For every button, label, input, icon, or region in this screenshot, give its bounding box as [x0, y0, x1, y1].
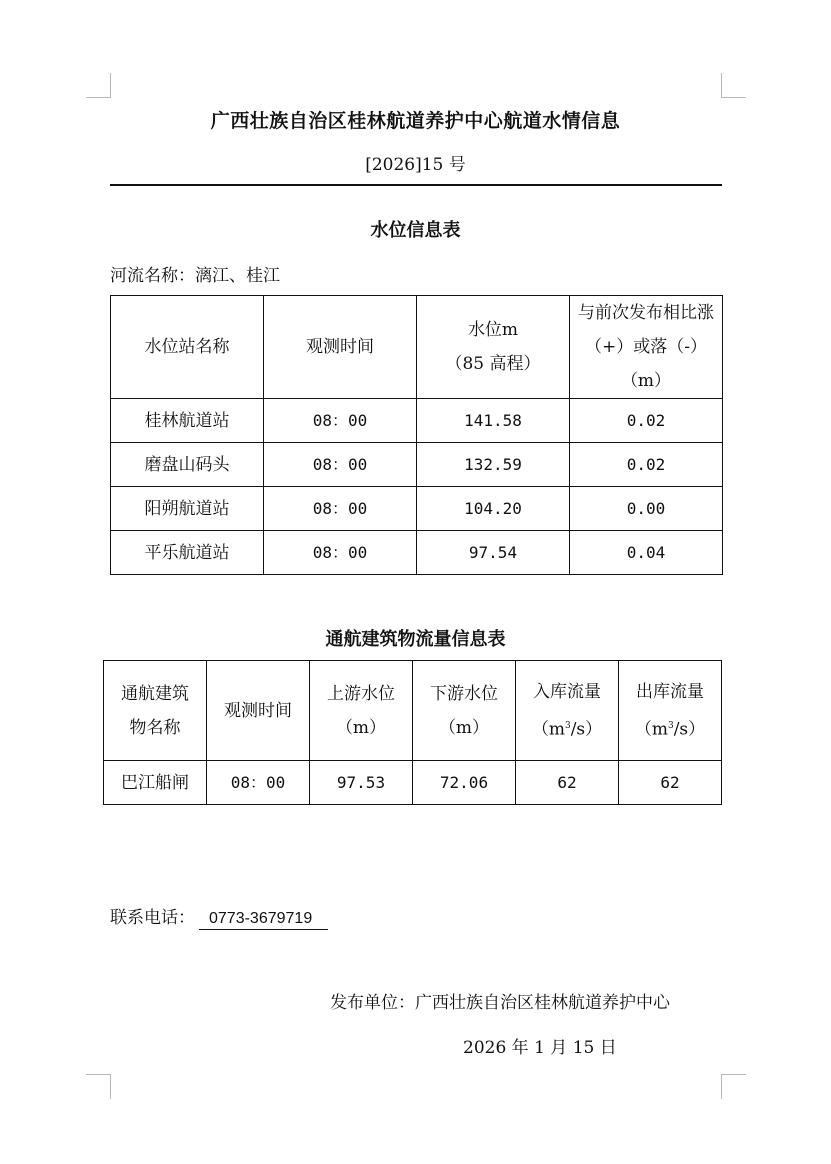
observation-time: 08：00: [207, 761, 310, 805]
station-name: 阳朔航道站: [111, 487, 264, 531]
flow-table-title: 通航建筑物流量信息表: [325, 629, 506, 650]
crop-mark-bottom-right-v: [721, 1074, 722, 1099]
crop-mark-top-right-v: [721, 73, 722, 98]
upstream-level: 97.53: [310, 761, 413, 805]
table-row: [111, 531, 723, 575]
crop-mark-top-right-h: [721, 97, 746, 98]
structure-name: 巴江船闸: [104, 761, 207, 805]
crop-mark-bottom-right-h: [721, 1074, 746, 1075]
header-inflow: 入库流量 $(m^3/s)$: [516, 661, 619, 761]
level-change: 0.02: [570, 443, 723, 487]
header-time: 观测时间: [264, 296, 417, 399]
header-downstream: 下游水位 （m）: [413, 661, 516, 761]
table-row: [111, 487, 723, 531]
document-title: 广西壮族自治区桂林航道养护中心航道水情信息: [210, 110, 621, 132]
downstream-level: 72.06: [413, 761, 516, 805]
station-name: 平乐航道站: [111, 531, 264, 575]
document-number: [2026]15 号: [365, 155, 466, 175]
contact-line: [110, 903, 328, 930]
crop-mark-bottom-left-h: [86, 1074, 111, 1075]
water-level: 104.20: [417, 487, 570, 531]
header-divider: [110, 184, 722, 186]
inflow: 62: [516, 761, 619, 805]
header-station: 水位站名称: [111, 296, 264, 399]
water-level-table-title: 水位信息表: [370, 220, 461, 241]
level-change: 0.02: [570, 399, 723, 443]
header-upstream: 上游水位 （m）: [310, 661, 413, 761]
table-row: [111, 443, 723, 487]
crop-mark-top-left-v: [110, 73, 111, 98]
level-change: 0.00: [570, 487, 723, 531]
table-header-row: [111, 296, 723, 399]
observation-time: 08：00: [264, 443, 417, 487]
table-row: [104, 761, 722, 805]
crop-mark-bottom-left-v: [110, 1074, 111, 1099]
outflow: 62: [619, 761, 722, 805]
flow-table: [103, 660, 722, 805]
observation-time: 08：00: [264, 531, 417, 575]
observation-time: 08：00: [264, 487, 417, 531]
header-outflow: 出库流量 $(m^3/s)$: [619, 661, 722, 761]
table-row: [111, 399, 723, 443]
contact-label: 联系电话：: [110, 908, 195, 928]
header-change: 与前次发布相比涨 （+）或落（-）（m）: [570, 296, 723, 399]
water-level: 97.54: [417, 531, 570, 575]
water-level-table: [110, 295, 723, 575]
level-change: 0.04: [570, 531, 723, 575]
crop-mark-top-left-h: [86, 97, 111, 98]
header-level: 水位m （85 高程）: [417, 296, 570, 399]
table-header-row: [104, 661, 722, 761]
station-name: 桂林航道站: [111, 399, 264, 443]
header-time: 观测时间: [207, 661, 310, 761]
station-name: 磨盘山码头: [111, 443, 264, 487]
header-structure-name: 通航建筑 物名称: [104, 661, 207, 761]
river-name-label: 河流名称：漓江、桂江: [110, 266, 280, 286]
issue-date: 2026 年 1 月 15 日: [463, 1038, 617, 1058]
issuer: 发布单位：广西壮族自治区桂林航道养护中心: [330, 993, 670, 1013]
water-level: 141.58: [417, 399, 570, 443]
contact-phone: 0773-3679719: [199, 909, 328, 930]
water-level: 132.59: [417, 443, 570, 487]
observation-time: 08：00: [264, 399, 417, 443]
